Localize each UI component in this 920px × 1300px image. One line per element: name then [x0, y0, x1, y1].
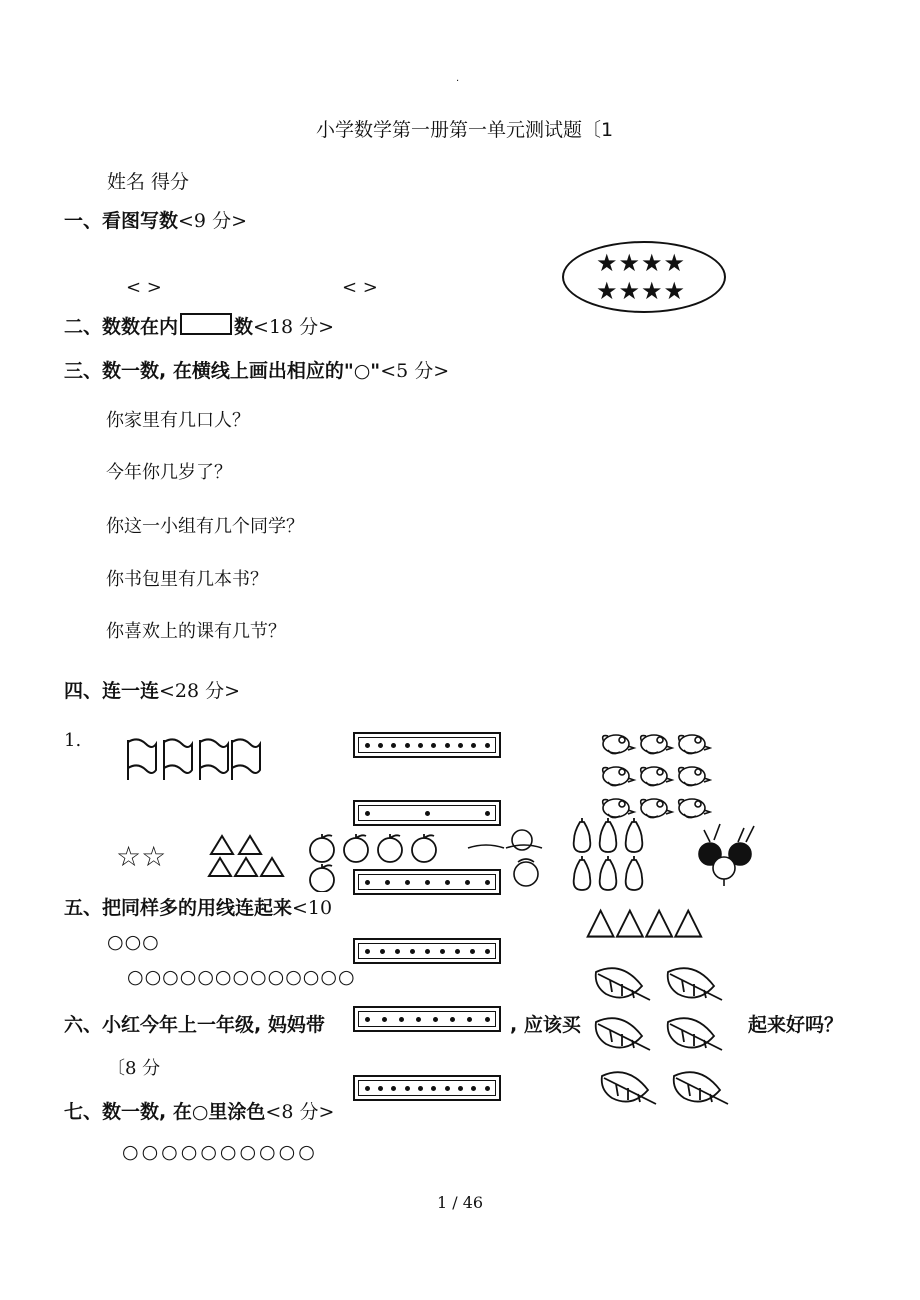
page-title: 小学数学第一册第一单元测试题〔1 [316, 119, 614, 141]
section-4-label: 四、连一连 [64, 680, 160, 702]
section-5-label: 五、把同样多的用线连起来 [64, 897, 293, 919]
radishes-picture [690, 822, 760, 888]
question-3: 你这一小组有几个同学？ [106, 516, 304, 537]
dot [450, 1017, 455, 1022]
apples-picture [308, 834, 440, 892]
small-stars: ☆☆ [116, 840, 167, 873]
dot [382, 1017, 387, 1022]
dot [405, 1086, 410, 1091]
section-4-score: <28 分> [159, 680, 241, 702]
question-5: 你喜欢上的课有几节？ [106, 621, 286, 642]
section-2-label-b: 数 [234, 316, 254, 338]
dot [425, 811, 430, 816]
dot [365, 743, 370, 748]
dot [410, 949, 415, 954]
answer-bracket-b: < > [342, 277, 378, 298]
dot [485, 949, 490, 954]
question-1: 你家里有几口人？ [106, 410, 250, 431]
dot [391, 1086, 396, 1091]
dot [485, 1017, 490, 1022]
dot [425, 949, 430, 954]
star-row-1: ★★★★ [596, 249, 687, 277]
section-2-heading [64, 312, 334, 339]
flags-picture [124, 736, 264, 784]
page-number: 1 / 46 [437, 1193, 484, 1212]
dot-box-1 [353, 732, 501, 758]
dot [445, 1086, 450, 1091]
dot [378, 1086, 383, 1091]
section-1-heading [64, 206, 247, 233]
leaves-picture [592, 962, 732, 1112]
dot-box-5 [353, 1006, 501, 1032]
birds-picture [598, 730, 712, 824]
section-3-heading [64, 356, 449, 383]
section-1-label: 一、看图写数 [64, 210, 179, 232]
section-4-heading [64, 676, 240, 703]
dot [378, 743, 383, 748]
section-2-label-a: 二、数数在内 [64, 316, 179, 338]
dot [471, 743, 476, 748]
section-5-heading [64, 893, 332, 920]
dot [431, 1086, 436, 1091]
peaches-picture [466, 826, 544, 892]
section-7-label: 七、数一数, 在○里涂色 [64, 1101, 266, 1123]
dot [399, 1017, 404, 1022]
header-dot: · [456, 76, 460, 87]
dot [380, 949, 385, 954]
section-3-score: <5 分> [380, 360, 450, 382]
question-2: 今年你几岁了？ [106, 462, 232, 483]
question-4: 你书包里有几本书？ [106, 569, 268, 590]
dot [433, 1017, 438, 1022]
pears-picture [568, 818, 648, 892]
dot [485, 1086, 490, 1091]
section-3-label: 三、数一数, 在横线上画出相应的"○" [64, 360, 381, 382]
dot [365, 1086, 370, 1091]
dot [365, 811, 370, 816]
dot [416, 1017, 421, 1022]
dot [458, 1086, 463, 1091]
circle-row-1: ○○○ [107, 931, 160, 953]
star-row-2: ★★★★ [596, 277, 687, 305]
section-6-label-c: 起来好吗？ [748, 1014, 844, 1036]
dot [440, 949, 445, 954]
dot [467, 1017, 472, 1022]
student-info-line: 姓名 得分 [107, 171, 190, 193]
dot [365, 949, 370, 954]
dot [470, 949, 475, 954]
triangle-pyramid [206, 834, 288, 880]
dot-box-6 [353, 1075, 501, 1101]
section-7-heading [64, 1097, 334, 1124]
dot [445, 743, 450, 748]
section-7-score: <8 分> [265, 1101, 335, 1123]
dot [418, 1086, 423, 1091]
dot [365, 1017, 370, 1022]
dot [485, 743, 490, 748]
answer-box [180, 313, 232, 335]
dot [471, 1086, 476, 1091]
answer-bracket-a: < > [126, 277, 162, 298]
section-1-score: <9 分> [178, 210, 247, 232]
section-6-score: 〔8 分 [107, 1058, 161, 1079]
dot [418, 743, 423, 748]
big-triangles: △△△△ [586, 898, 703, 942]
dot [445, 880, 450, 885]
section-2-score: <18 分> [253, 316, 335, 338]
circle-row-2: ○○○○○○○○○○○○○ [127, 966, 356, 988]
dot-box-2 [353, 800, 501, 826]
dot [395, 949, 400, 954]
dot [405, 743, 410, 748]
section-6-label-a: 六、小红今年上一年级, 妈妈带 [64, 1014, 325, 1036]
color-circles-row: ○○○○○○○○○○ [122, 1141, 318, 1163]
section-5-score: <10 [292, 897, 333, 919]
dot [458, 743, 463, 748]
dot [455, 949, 460, 954]
dot-box-4 [353, 938, 501, 964]
dot [391, 743, 396, 748]
dot [485, 811, 490, 816]
section-6-label-b: , 应该买 [510, 1014, 581, 1036]
item-1-number: 1. [64, 730, 82, 751]
dot [431, 743, 436, 748]
